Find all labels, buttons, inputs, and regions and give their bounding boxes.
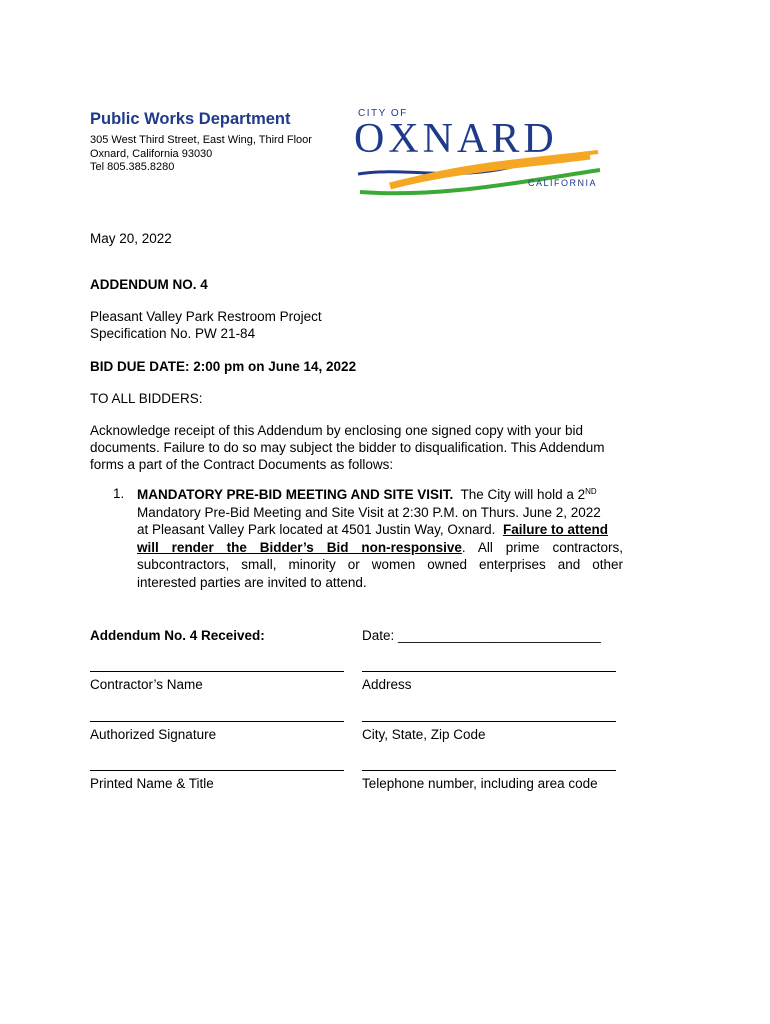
- date-field[interactable]: Date: ___________________________: [362, 628, 601, 643]
- ack-line-3: forms a part of the Contract Documents as follows:: [90, 457, 394, 472]
- item-line-3-a: at Pleasant Valley Park located at 4501 Justin Way, Oxnard.: [137, 522, 496, 537]
- authorized-signature-line[interactable]: [90, 721, 344, 722]
- item-non-responsive: will render the Bidder’s Bid non-responsive: [137, 540, 462, 555]
- address-line-1: 305 West Third Street, East Wing, Third Floor: [90, 134, 312, 146]
- address-line[interactable]: [362, 671, 616, 672]
- project-name: Pleasant Valley Park Restroom Project: [90, 309, 322, 324]
- address-line-2: Oxnard, California 93030: [90, 148, 213, 160]
- item-failure-to-attend: Failure to attend: [502, 522, 608, 537]
- telephone-line-field[interactable]: [362, 770, 616, 771]
- document-date: May 20, 2022: [90, 231, 172, 246]
- ack-line-1: Acknowledge receipt of this Addendum by enclosing one signed copy with your bid: [90, 423, 584, 438]
- salutation: TO ALL BIDDERS:: [90, 391, 203, 406]
- city-state-zip-line[interactable]: [362, 721, 616, 722]
- specification-number: Specification No. PW 21-84: [90, 326, 256, 341]
- item-heading: MANDATORY PRE-BID MEETING AND SITE VISIT.: [137, 487, 454, 502]
- department-title: Public Works Department: [90, 110, 291, 128]
- address-label: Address: [362, 677, 412, 692]
- city-state-zip-label: City, State, Zip Code: [362, 727, 486, 742]
- telephone-line: Tel 805.385.8280: [90, 161, 175, 173]
- authorized-signature-label: Authorized Signature: [90, 727, 217, 742]
- city-logo: [350, 100, 610, 200]
- telephone-label: Telephone number, including area code: [362, 776, 598, 791]
- ack-line-2: documents. Failure to do so may subject the bidder to disqualification. This Addendum: [90, 440, 605, 455]
- printed-name-label: Printed Name & Title: [90, 776, 214, 791]
- logo-city-of: CITY OF: [358, 108, 408, 119]
- logo-state: CALIFORNIA: [528, 178, 598, 188]
- bid-due-date: BID DUE DATE: 2:00 pm on June 14, 2022: [90, 359, 357, 374]
- item-line-4: [137, 539, 623, 556]
- item-line-5: subcontractors, small, minority or women owned enterprises and other: [137, 557, 623, 572]
- contractor-name-line[interactable]: [90, 671, 344, 672]
- item-superscript: ND: [585, 487, 597, 496]
- received-label: Addendum No. 4 Received:: [90, 628, 265, 643]
- item-line-6: interested parties are invited to attend.: [137, 575, 367, 590]
- contractor-name-label: Contractor’s Name: [90, 677, 203, 692]
- item-line-4-rest: . All prime contractors,: [461, 540, 623, 555]
- printed-name-line[interactable]: [90, 770, 344, 771]
- addendum-title: ADDENDUM NO. 4: [90, 277, 208, 292]
- item-line-1-rest: The City will hold a 2: [460, 487, 586, 502]
- item-number: 1.: [113, 486, 125, 501]
- logo-name: OXNARD: [354, 116, 558, 162]
- item-line-3: [137, 521, 623, 538]
- item-line-1: [137, 486, 623, 503]
- item-line-2: Mandatory Pre-Bid Meeting and Site Visit at 2:30 P.M. on Thurs. June 2, 2022: [137, 505, 601, 520]
